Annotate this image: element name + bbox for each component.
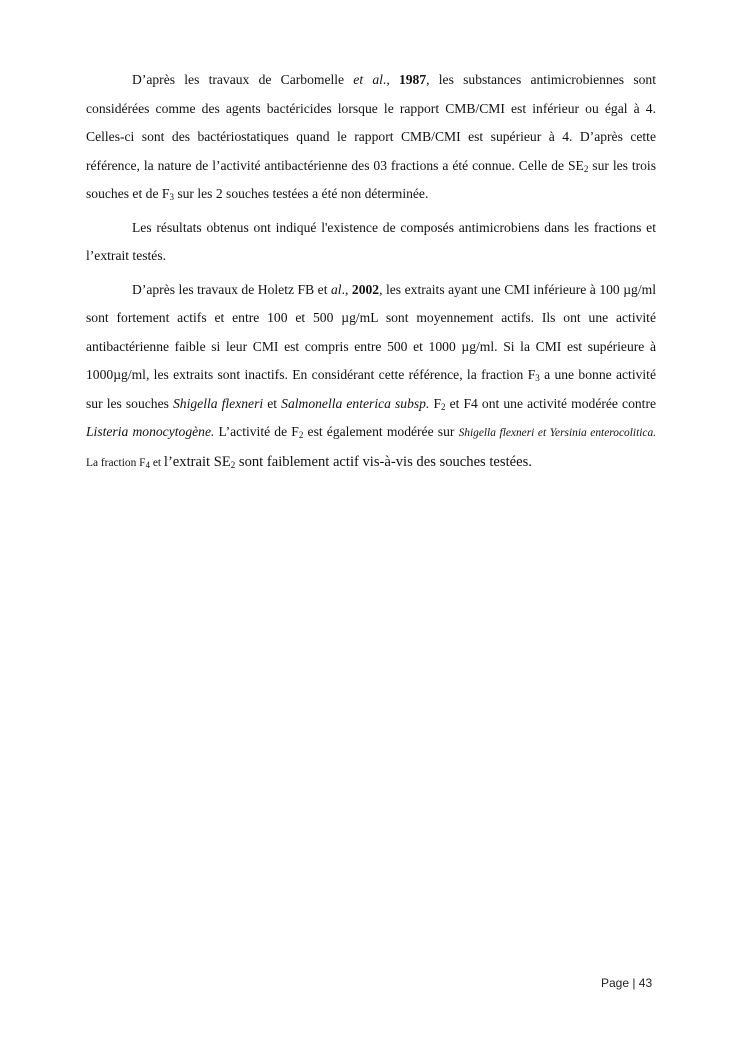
text-run: ., bbox=[341, 281, 352, 297]
paragraph-1 bbox=[86, 66, 656, 209]
body-text bbox=[86, 66, 656, 477]
text-run: et bbox=[263, 395, 282, 411]
text-run: sur les trois souches et de F bbox=[86, 157, 656, 201]
text-run: et al bbox=[353, 72, 383, 87]
species-name: Salmonella enterica subsp. bbox=[281, 395, 430, 411]
paragraph-3 bbox=[86, 276, 656, 478]
species-name: Shigella flexneri bbox=[173, 395, 264, 411]
species-name: Shigella flexneri et Yersinia enterocolitica. bbox=[458, 427, 656, 439]
subscript: 2 bbox=[298, 430, 304, 440]
text-run: sur les 2 souches testées a été non déterminée. bbox=[173, 186, 429, 201]
text-run: sont faiblement actif vis-à-vis des souches testées. bbox=[235, 453, 532, 470]
subscript: 2 bbox=[441, 401, 446, 412]
subscript: 3 bbox=[169, 192, 174, 202]
text-run: a une bonne activité sur les souches bbox=[86, 367, 656, 411]
subscript: 2 bbox=[583, 163, 589, 174]
citation-year: 1987 bbox=[398, 72, 427, 87]
text-run: L’activité de F bbox=[214, 424, 299, 439]
text-run: et F4 ont une activité modérée contre bbox=[445, 395, 657, 411]
text-run: ., bbox=[382, 72, 399, 87]
subscript: 3 bbox=[535, 373, 540, 383]
text-run: D’après les travaux de Carbomelle bbox=[132, 72, 354, 87]
text-run: La fraction F bbox=[86, 456, 146, 469]
text-run: l’extrait SE bbox=[163, 453, 231, 470]
species-name: Listeria monocytogène. bbox=[86, 424, 215, 439]
subscript: 2 bbox=[230, 459, 236, 470]
citation-year: 2002 bbox=[351, 281, 380, 297]
page-number: Page | 43 bbox=[601, 976, 653, 990]
subscript: 4 bbox=[145, 459, 150, 470]
text-run: , les extraits ayant une CMI inférieure à 100 µg/ml sont fortement actifs et entre 100 et 500 µg/mL sont moyennement actifs. Ils ont une activité antibactérienne faible si leur CMI est compris entre 500 et 1000 µg/ml. Si la CMI est supérieure à 1000µg/ml, les extraits sont inactifs. En considérant cette référence, la fraction F bbox=[86, 281, 656, 382]
text-run: D’après les travaux de Holetz FB et bbox=[132, 281, 331, 297]
text-run: et bbox=[149, 456, 164, 469]
text-run: , les substances antimicrobiennes sont considérées comme des agents bactéricides lorsque le rapport CMB/CMI est inférieur ou égal à 4. Celles-ci sont des bactériostatiques quand le rapport CMB/CMI est supérieur à 4. D’après cette référence, la nature de l’activité antibactérienne des 03 fractions a été connue. Celle de SE bbox=[86, 72, 656, 173]
text-run: F bbox=[429, 395, 442, 411]
paragraph-2: Les résultats obtenus ont indiqué l'existence de composés antimicrobiens dans les fractions et l’extrait testés. bbox=[86, 219, 656, 263]
text-run: est également modérée sur bbox=[303, 424, 459, 439]
text-run: al bbox=[331, 281, 342, 297]
